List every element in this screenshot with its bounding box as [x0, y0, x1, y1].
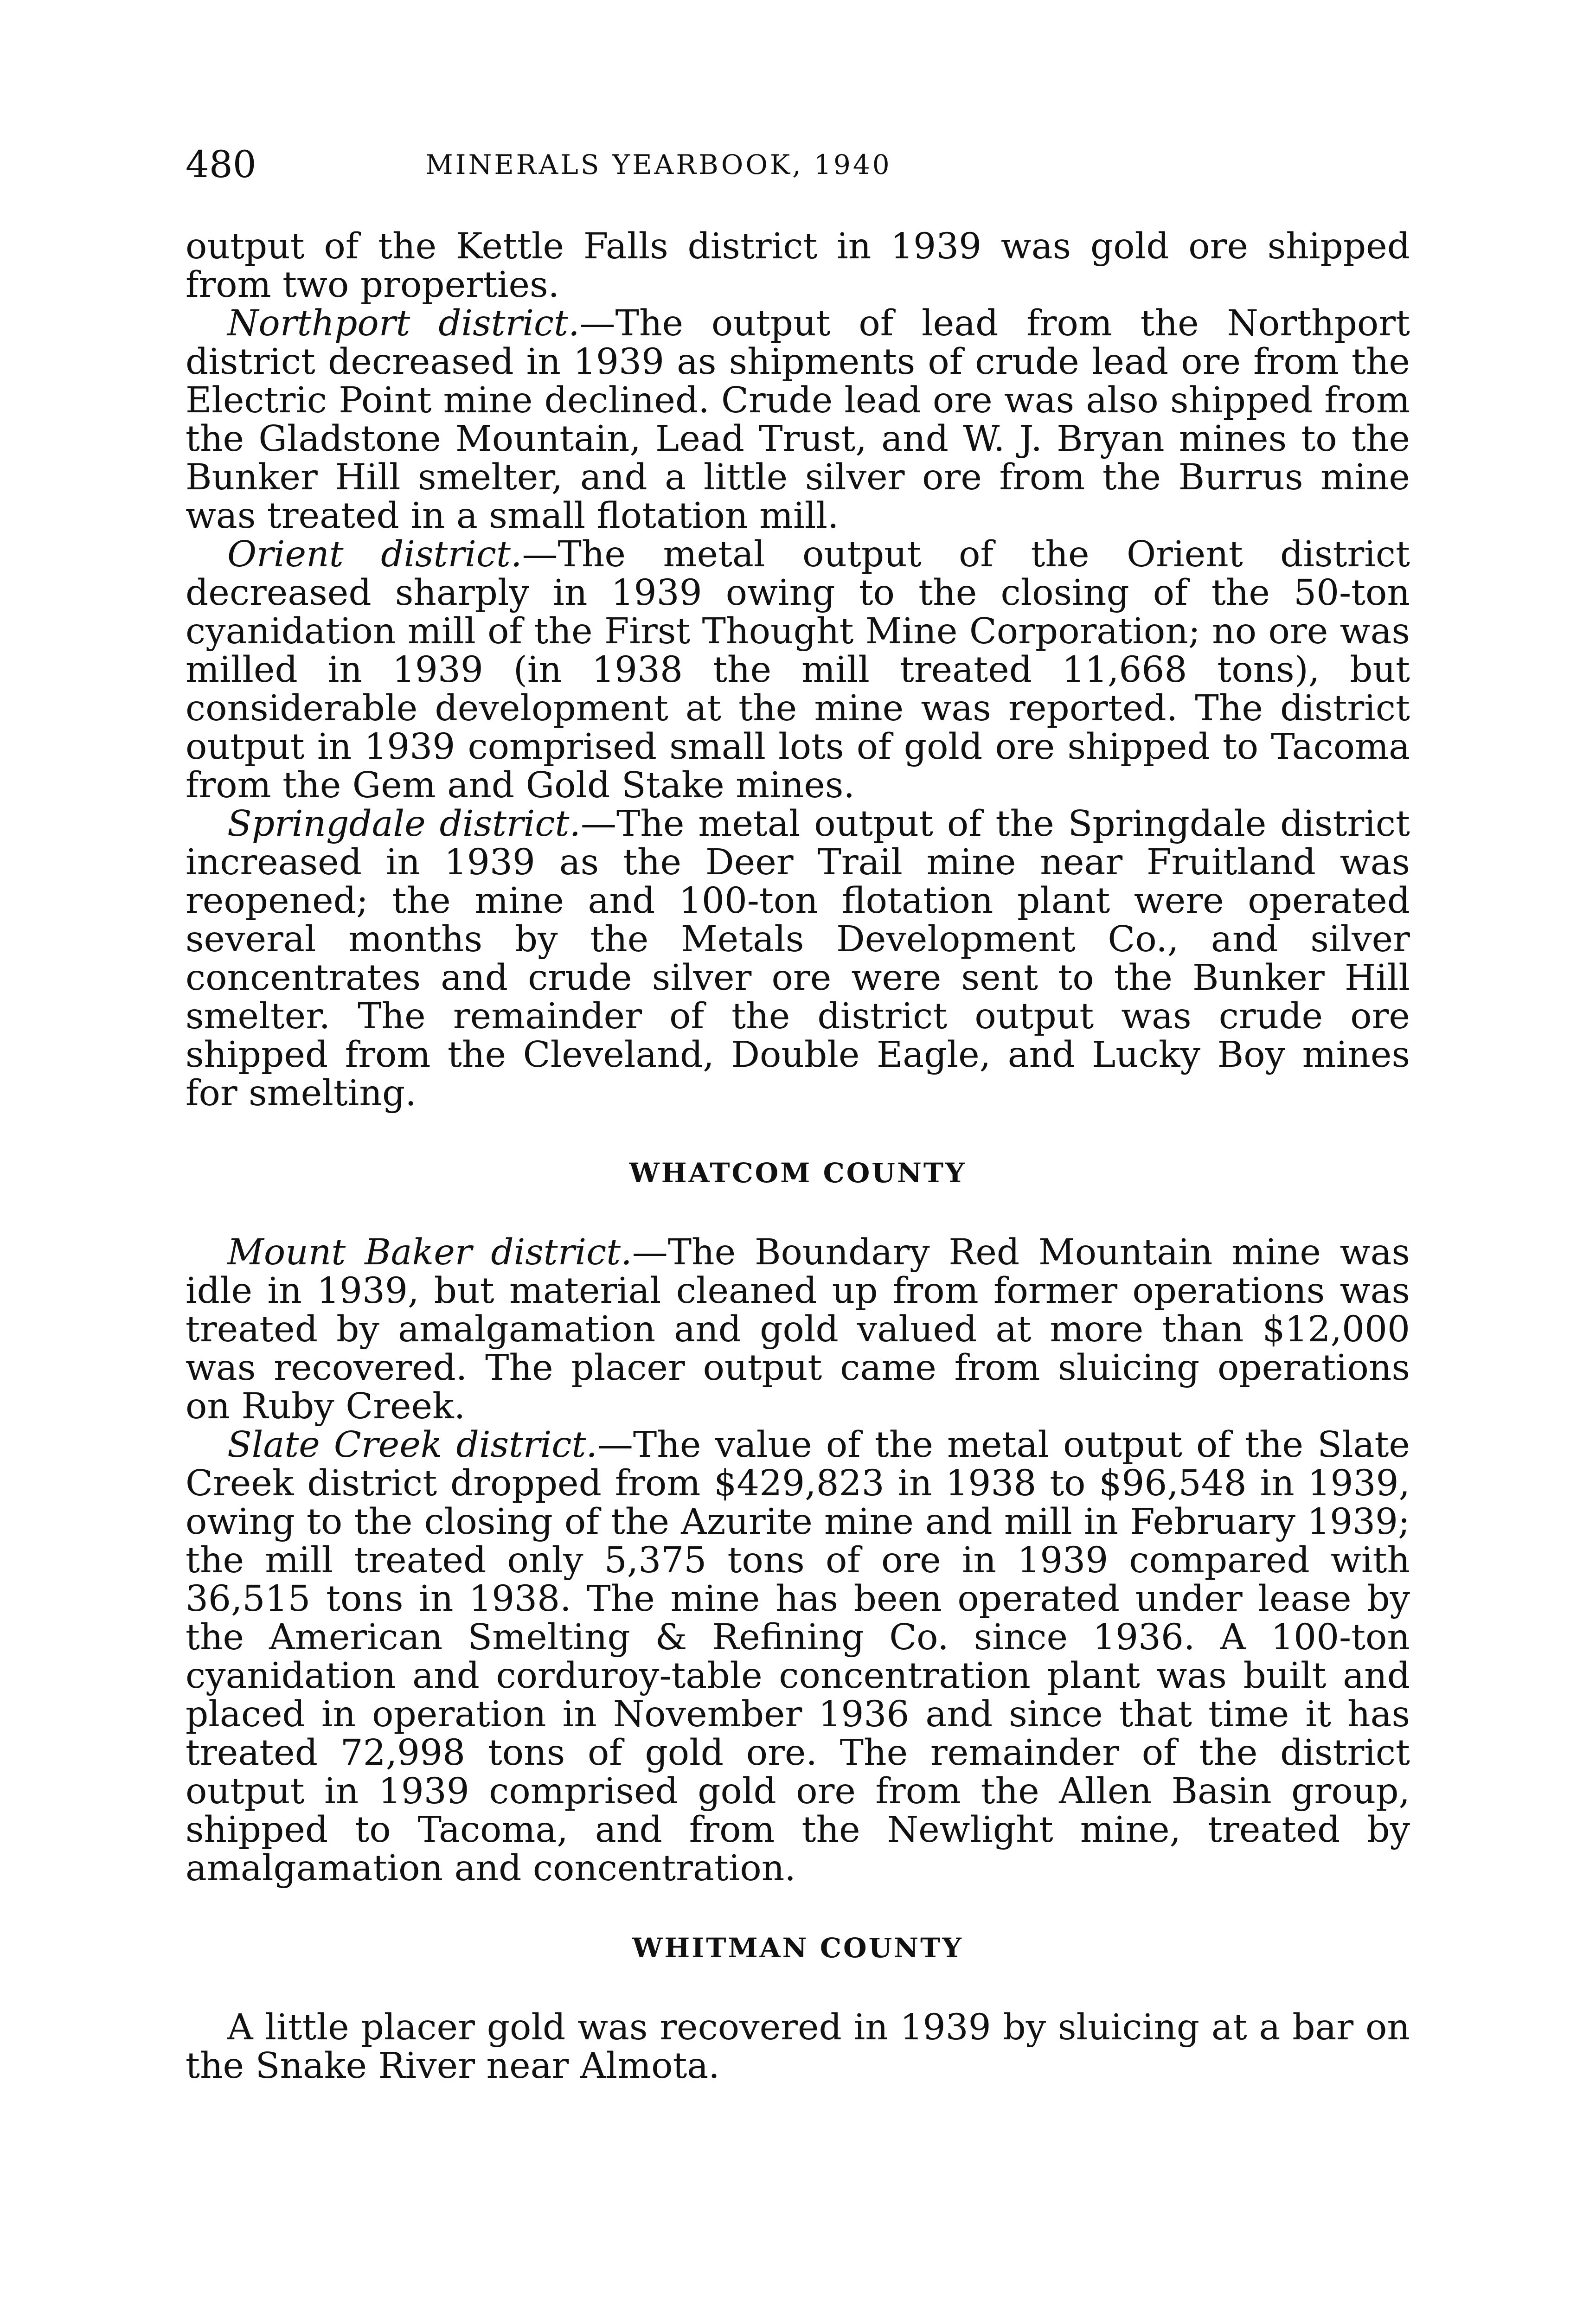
mount-baker-text: —The Boundary Red Mountain mine was idle in 1939, but material cleaned up from former operations was treated by amalgamation and gold valued at more than $12,000 was recovered. The placer output came from sluicing operations on Ruby Creek. [186, 1232, 1410, 1427]
paragraph-orient-district [186, 535, 1410, 805]
running-head [186, 139, 1410, 190]
district-name-orient: Orient district. [227, 534, 522, 575]
running-title: MINERALS YEARBOOK, 1940 [425, 149, 892, 180]
body-text [186, 227, 1410, 2085]
paragraph-northport-district [186, 304, 1410, 535]
paragraph-slate-creek-district [186, 1426, 1410, 1888]
district-name-slate-creek: Slate Creek district. [227, 1424, 597, 1466]
paragraph-kettle-falls-continued: output of the Kettle Falls district in 1939 was gold ore shipped from two properties. [186, 226, 1410, 306]
page-number: 480 [186, 143, 256, 186]
district-name-northport: Northport district. [227, 303, 580, 344]
paragraph-springdale-district [186, 805, 1410, 1113]
section-heading-whitman-county: WHITMAN COUNTY [632, 1932, 963, 1964]
district-name-mount-baker: Mount Baker district. [227, 1232, 632, 1273]
paragraph-mount-baker-district [186, 1233, 1410, 1426]
section-heading-whatcom-county: WHATCOM COUNTY [629, 1157, 967, 1189]
northport-text: —The output of lead from the Northport district decreased in 1939 as shipments of crude lead ore from the Electric Point mine declined. Crude lead ore was also shipped from the Gladstone Mountain, Lead Trust, and W. J. Bryan mines to the Bunker Hill smelter, and a little silver ore from the Burrus mine was treated in a small flotation mill. [186, 303, 1410, 537]
springdale-text: —The metal output of the Springdale district increased in 1939 as the Deer Trail mine near Fruitland was reopened; the mine and 100-ton flotation plant were operated several months by the Metals Development Co., and silver concentrates and crude silver ore were sent to the Bunker Hill smelter. The remainder of the district output was crude ore shipped from the Cleveland, Double Eagle, and Lucky Boy mines for smelting. [186, 803, 1410, 1114]
district-name-springdale: Springdale district. [227, 803, 581, 845]
slate-creek-text: —The value of the metal output of the Slate Creek district dropped from $429,823 in 1938 to $96,548 in 1939, owing to the closing of the Azurite mine and mill in February 1939; the mill treated only 5,375 tons of ore in 1939 compared with 36,515 tons in 1938. The mine has been operated under lease by the American Smelting & Refining Co. since 1936. A 100-ton cyanidation and corduroy-table concentration plant was built and placed in operation in November 1936 and since that time it has treated 72,998 tons of gold ore. The remainder of the district output in 1939 comprised gold ore from the Allen Basin group, shipped to Tacoma, and from the Newlight mine, treated by amalgamation and concentration. [186, 1424, 1410, 1889]
paragraph-whitman-county: A little placer gold was recovered in 1939 by sluicing at a bar on the Snake River near Almota. [186, 2007, 1410, 2087]
orient-text: —The metal output of the Orient district decreased sharply in 1939 owing to the closing of the 50-ton cyanidation mill of the First Thought Mine Corporation; no ore was milled in 1939 (in 1938 the mill treated 11,668 tons), but considerable development at the mine was reported. The district output in 1939 comprised small lots of gold ore shipped to Tacoma from the Gem and Gold Stake mines. [186, 534, 1410, 806]
